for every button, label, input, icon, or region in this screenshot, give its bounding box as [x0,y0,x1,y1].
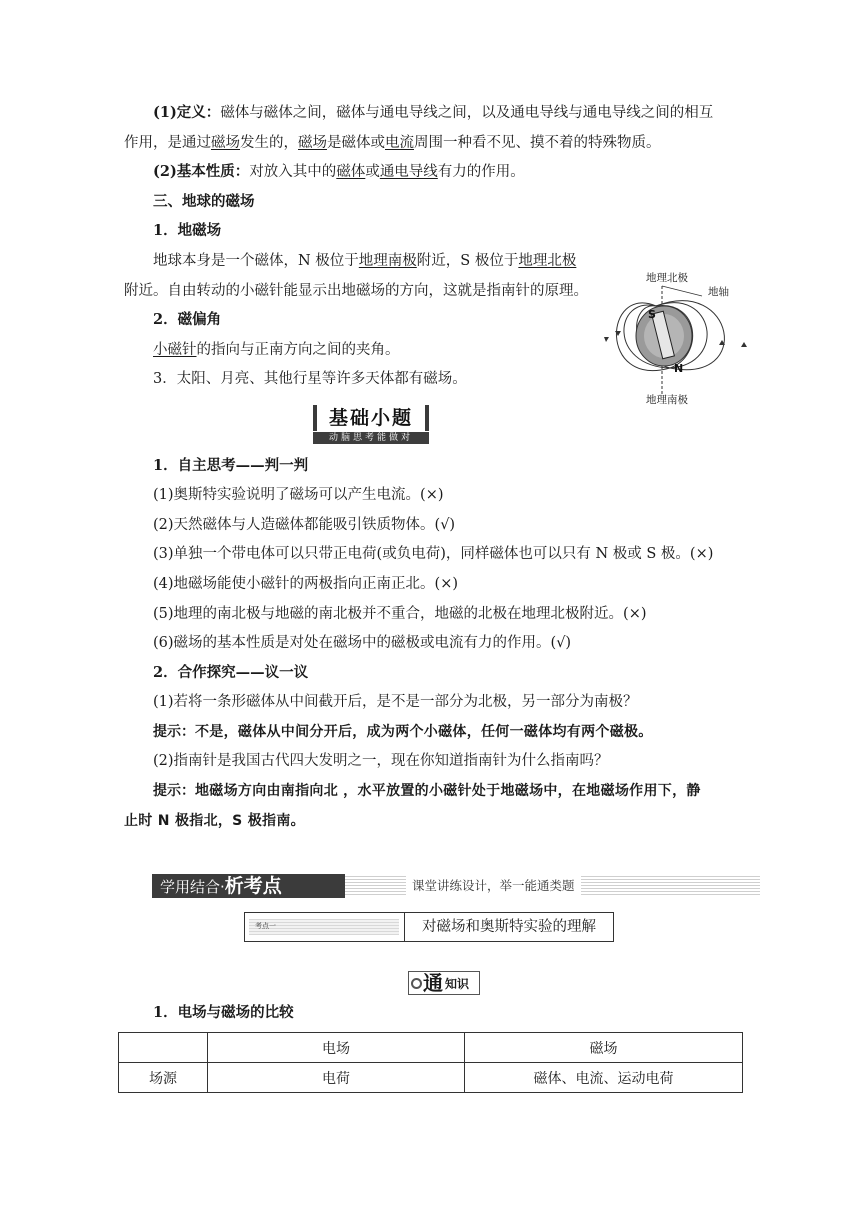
discussion-hint-2-cont: 止时 N 极指北，S 极指南。 [124,813,305,829]
quiz-item: (5)地理的南北极与地磁的南北极并不重合，地磁的北极在地理北极附近。(×) [153,606,647,622]
quiz-heading-discuss: 2．合作探究——议一议 [153,664,309,681]
table-cell: 场源 [119,1063,208,1093]
topic-box [244,912,614,942]
banner-title: 基础小题 [313,405,429,431]
table-row [119,1063,743,1093]
pole-s-label: S [648,308,656,321]
label-geographic-south: 地理南极 [646,394,688,406]
table-header-row [119,1033,743,1063]
geomagnetic-line-1: 地球本身是一个磁体，N 极位于地理南极附近，S 极位于地理北极 [153,253,577,269]
comparison-heading: 1．电场与磁场的比较 [153,1004,294,1021]
discussion-hint-1: 提示：不是，磁体从中间分开后，成为两个小磁体，任何一磁体均有两个磁极。 [153,724,653,740]
discussion-question-1: (1)若将一条形磁体从中间截开后，是不是一部分为北极，另一部分为南极？ [153,694,638,710]
quiz-heading-judge: 1．自主思考——判一判 [153,457,309,474]
topic-title: 对磁场和奥斯特实验的理解 [422,919,596,935]
subheading-geomagnetic: 1．地磁场 [153,222,222,239]
section-bar-subtitle: 课堂讲练设计，举一能通类题 [406,874,581,898]
label-earth-axis: 地轴 [708,286,729,298]
table-cell: 电荷 [208,1063,465,1093]
discussion-hint-2: 提示：地磁场方向由南指向北 ，水平放置的小磁针处于地磁场中，在地磁场作用下，静 [153,783,701,799]
quiz-item: (4)地磁场能使小磁针的两极指向正南正北。(×) [153,576,459,592]
definition-line-1: (1)定义：磁体与磁体之间，磁体与通电导线之间，以及通电导线与通电导线之间的相互 [153,104,714,121]
table-cell: 磁体、电流、运动电荷 [465,1063,743,1093]
earth-field-drawing [604,276,764,400]
celestial-bodies-text: 3．太阳、月亮、其他行星等许多天体都有磁场。 [153,371,467,387]
label-geographic-north: 地理北极 [646,272,688,284]
topic-tag: 考点一 [249,919,399,935]
section-bar-title: 学用结合·析考点 [152,874,345,898]
pole-n-label: N [674,362,684,375]
banner-subtitle: 动脑思考能做对 [313,432,429,444]
declination-text: 小磁针的指向与正南方向之间的夹角。 [153,342,400,358]
definition-line-2: 作用，是通过磁场发生的，磁场是磁体或电流周围一种看不见、摸不着的特殊物质。 [124,135,661,151]
knowledge-badge: 通 知识 [408,971,480,995]
table-header-cell [119,1033,208,1063]
geomagnetic-line-2: 附近。自由转动的小磁针能显示出地磁场的方向，这就是指南针的原理。 [124,283,588,299]
basic-property-line: (2)基本性质：对放入其中的磁体或通电导线有力的作用。 [153,163,525,180]
earth-magnetic-field-figure [604,266,764,410]
circle-icon [411,978,422,989]
section-heading: 三、地球的磁场 [153,193,255,210]
subheading-declination: 2．磁偏角 [153,311,222,328]
basic-questions-banner [313,405,429,443]
quiz-item: (6)磁场的基本性质是对处在磁场中的磁极或电流有力的作用。(√) [153,635,572,651]
quiz-item: (3)单独一个带电体可以只带正电荷(或负电荷)，同样磁体也可以只有 N 极或 S 极。(×) [153,546,714,562]
comparison-table [118,1032,743,1093]
table-header-cell: 电场 [208,1033,465,1063]
quiz-item: (2)天然磁体与人造磁体都能吸引铁质物体。(√) [153,517,456,533]
table-header-cell: 磁场 [465,1033,743,1063]
section-bar [152,874,760,898]
quiz-item: (1)奥斯特实验说明了磁场可以产生电流。(×) [153,487,444,503]
discussion-question-2: (2)指南针是我国古代四大发明之一，现在你知道指南针为什么指南吗？ [153,753,609,769]
